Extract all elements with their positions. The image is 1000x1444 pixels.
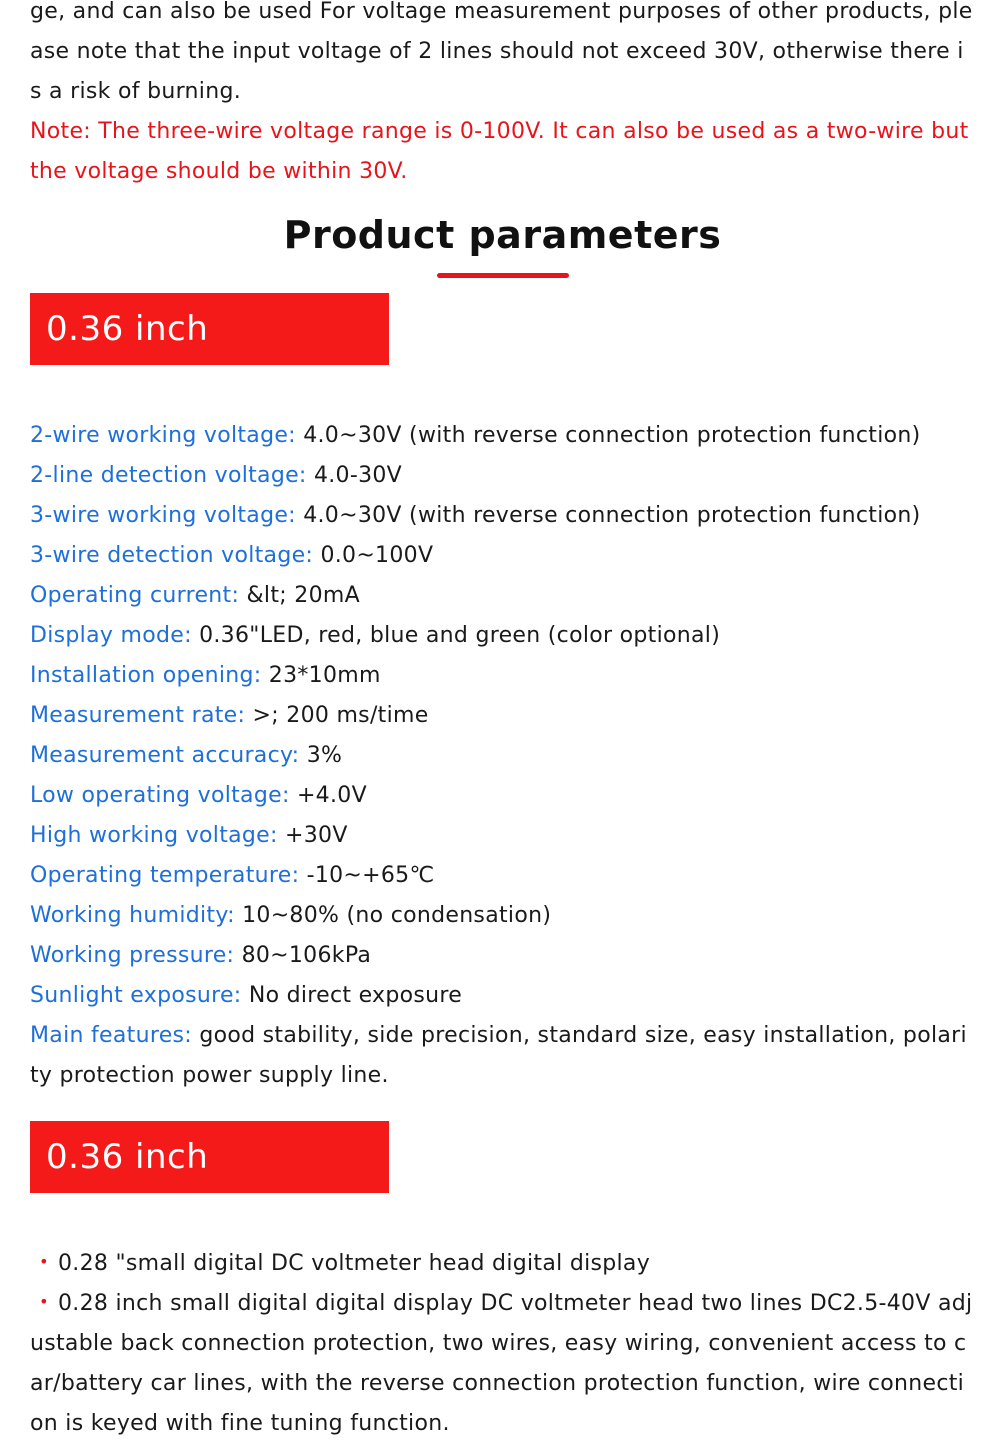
param-label: Operating current: bbox=[30, 583, 240, 608]
bullet-dot-icon: • bbox=[39, 1252, 49, 1271]
param-label: 2-line detection voltage: bbox=[30, 463, 307, 488]
param-row bbox=[30, 896, 975, 936]
page-content bbox=[30, 0, 975, 1444]
section-badge-2: 0.36 inch voltmeter bbox=[30, 1121, 389, 1193]
bullet-text: 0.28 "small digital DC voltmeter head digital display bbox=[58, 1251, 651, 1276]
param-row bbox=[30, 456, 975, 496]
param-row bbox=[30, 576, 975, 616]
param-value: +30V bbox=[285, 823, 348, 848]
param-label: Measurement rate: bbox=[30, 703, 246, 728]
param-row bbox=[30, 856, 975, 896]
param-value: good stability, side precision, standard size, easy installation, polarity protection power supply line. bbox=[30, 1023, 967, 1088]
param-label: 3-wire detection voltage: bbox=[30, 543, 314, 568]
param-label: Working pressure: bbox=[30, 943, 235, 968]
bullet-dot-icon: • bbox=[39, 1292, 49, 1311]
title-underline bbox=[437, 273, 569, 278]
param-label: Measurement accuracy: bbox=[30, 743, 300, 768]
bullet-text: 0.28 inch small digital digital display DC voltmeter head two lines DC2.5-40V adjustable back connection protection, two wires, easy wiring, convenient access to car/battery car lines, with the reverse connection protection function, wire connection is keyed with fine tuning function. bbox=[30, 1291, 973, 1436]
section-title: Product parameters bbox=[283, 213, 722, 257]
param-value: 4.0~30V (with reverse connection protection function) bbox=[303, 423, 921, 448]
param-value: 3% bbox=[306, 743, 343, 768]
bullet-item bbox=[30, 1284, 975, 1444]
param-value: 0.0~100V bbox=[320, 543, 434, 568]
param-row bbox=[30, 616, 975, 656]
param-value: -10~+65℃ bbox=[306, 863, 435, 888]
param-row bbox=[30, 496, 975, 536]
param-label: 3-wire working voltage: bbox=[30, 503, 296, 528]
param-label: 2-wire working voltage: bbox=[30, 423, 296, 448]
param-label: High working voltage: bbox=[30, 823, 278, 848]
intro-paragraph: ge, and can also be used For voltage measurement purposes of other products, please note that the input voltage of 2 lines should not exceed 30V, otherwise there is a risk of burning. bbox=[30, 0, 973, 104]
param-row bbox=[30, 736, 975, 776]
param-value: +4.0V bbox=[296, 783, 367, 808]
param-row bbox=[30, 656, 975, 696]
param-row bbox=[30, 696, 975, 736]
param-value: 80~106kPa bbox=[241, 943, 372, 968]
param-value: No direct exposure bbox=[248, 983, 463, 1008]
bullet-item bbox=[30, 1244, 975, 1284]
param-label: Main features: bbox=[30, 1023, 193, 1048]
param-label: Installation opening: bbox=[30, 663, 262, 688]
param-label: Display mode: bbox=[30, 623, 192, 648]
section-badge-1: 0.36 inch voltmeter bbox=[30, 293, 389, 365]
param-value: 4.0-30V bbox=[313, 463, 403, 488]
param-value: 23*10mm bbox=[268, 663, 381, 688]
bullet-list bbox=[30, 1244, 975, 1444]
param-row bbox=[30, 816, 975, 856]
param-label: Sunlight exposure: bbox=[30, 983, 242, 1008]
param-row bbox=[30, 416, 975, 456]
param-label: Operating temperature: bbox=[30, 863, 300, 888]
param-value: &lt; 20mA bbox=[246, 583, 360, 608]
param-row bbox=[30, 536, 975, 576]
intro-note: Note: The three-wire voltage range is 0-100V. It can also be used as a two-wire but the voltage should be within 30V. bbox=[30, 119, 969, 184]
param-value: 0.36"LED, red, blue and green (color optional) bbox=[199, 623, 721, 648]
param-label: Working humidity: bbox=[30, 903, 235, 928]
params-list bbox=[30, 416, 975, 1096]
param-value: 10~80% (no condensation) bbox=[242, 903, 552, 928]
param-row bbox=[30, 936, 975, 976]
param-value: >; 200 ms/time bbox=[252, 703, 429, 728]
param-row bbox=[30, 776, 975, 816]
param-value: 4.0~30V (with reverse connection protection function) bbox=[303, 503, 921, 528]
param-row bbox=[30, 1016, 975, 1096]
param-label: Low operating voltage: bbox=[30, 783, 290, 808]
param-row bbox=[30, 976, 975, 1016]
